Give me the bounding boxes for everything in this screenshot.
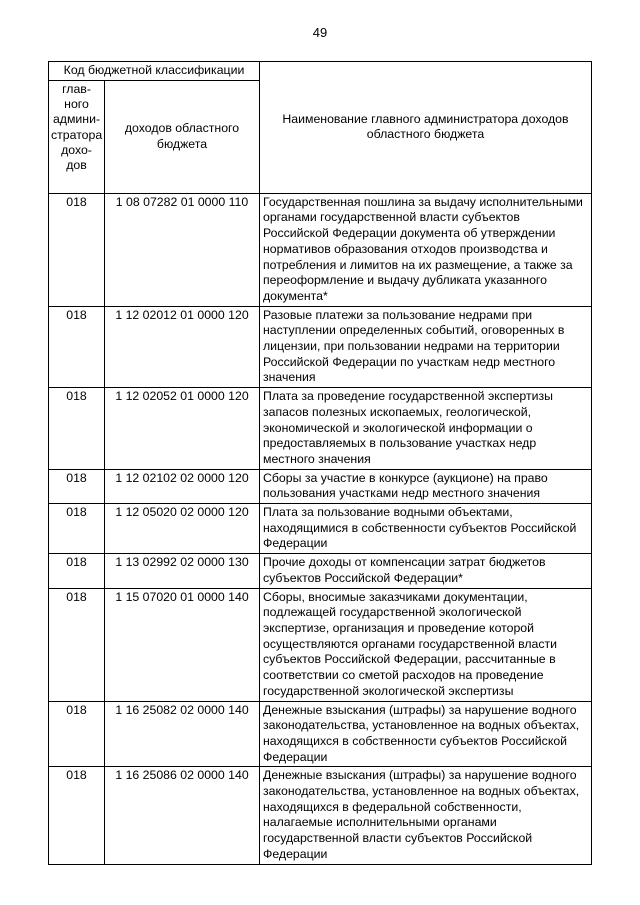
income-name-cell: Денежные взыскания (штрафы) за нарушение водного законодательства, установленное на водных объектах, находящихся в федеральной собственности, налагаемые исполнительными органами государственной власти субъектов Российской Федерации [260, 767, 592, 864]
admin-code-cell: 018 [49, 469, 105, 503]
table-row [49, 588, 592, 701]
income-code-cell: 1 12 02012 01 0000 120 [105, 306, 260, 388]
table-group-header-row [49, 62, 592, 81]
table-row [49, 306, 592, 388]
income-code-cell: 1 12 02102 02 0000 120 [105, 469, 260, 503]
administrator-name-header: Наименование главного администратора доходов областного бюджета [260, 62, 592, 194]
table-row [49, 469, 592, 503]
income-name-cell: Плата за пользование водными объектами, находящимися в собственности субъектов Российской Федерации [260, 504, 592, 554]
income-code-cell: 1 16 25086 02 0000 140 [105, 767, 260, 864]
income-name-cell: Государственная пошлина за выдачу исполнительными органами государственной власти субъектов Российской Федерации документа об утверждении нормативов образования отходов производства и потребления и лимитов на их размещение, а также за переоформление и выдачу дубликата указанного документа* [260, 193, 592, 306]
admin-code-cell: 018 [49, 588, 105, 701]
admin-code-cell: 018 [49, 306, 105, 388]
table-row [49, 767, 592, 864]
budget-classification-table [48, 61, 592, 865]
table-row [49, 554, 592, 588]
admin-code-cell: 018 [49, 767, 105, 864]
budget-classification-header: Код бюджетной классификации [49, 62, 260, 81]
income-code-cell: 1 16 25082 02 0000 140 [105, 701, 260, 767]
admin-code-cell: 018 [49, 701, 105, 767]
table-body [49, 193, 592, 864]
income-code-cell: 1 08 07282 01 0000 110 [105, 193, 260, 306]
income-name-cell: Разовые платежи за пользование недрами при наступлении определенных событий, оговоренных в лицензии, при пользовании недрами на территории Российской Федерации по участкам недр местного значения [260, 306, 592, 388]
table-row [49, 701, 592, 767]
table-row [49, 193, 592, 306]
income-name-cell: Денежные взыскания (штрафы) за нарушение водного законодательства, установленное на водных объектах, находящихся в собственности субъектов Российской Федерации [260, 701, 592, 767]
admin-code-cell: 018 [49, 388, 105, 470]
chief-administrator-header: глав-ного админи-стратора дохо-дов [49, 80, 105, 193]
admin-code-cell: 018 [49, 193, 105, 306]
income-name-cell: Прочие доходы от компенсации затрат бюджетов субъектов Российской Федерации* [260, 554, 592, 588]
table-row [49, 388, 592, 470]
income-code-cell: 1 15 07020 01 0000 140 [105, 588, 260, 701]
income-code-cell: 1 12 02052 01 0000 120 [105, 388, 260, 470]
regional-income-header: доходов областного бюджета [105, 80, 260, 193]
income-name-cell: Сборы за участие в конкурсе (аукционе) на право пользования участками недр местного значения [260, 469, 592, 503]
page-number: 49 [312, 25, 328, 40]
admin-code-cell: 018 [49, 504, 105, 554]
admin-code-cell: 018 [49, 554, 105, 588]
income-name-cell: Плата за проведение государственной экспертизы запасов полезных ископаемых, геологической, экономической и экологической информации о предоставляемых в пользование участках недр местного значения [260, 388, 592, 470]
income-code-cell: 1 13 02992 02 0000 130 [105, 554, 260, 588]
table-row [49, 504, 592, 554]
income-code-cell: 1 12 05020 02 0000 120 [105, 504, 260, 554]
income-name-cell: Сборы, вносимые заказчиками документации, подлежащей государственной экологической экспертизе, организация и проведение которой осуществляются органами государственной власти субъектов Российской Федерации, рассчитанные в соответствии со сметой расходов на проведение государственной экологической экспертизы [260, 588, 592, 701]
